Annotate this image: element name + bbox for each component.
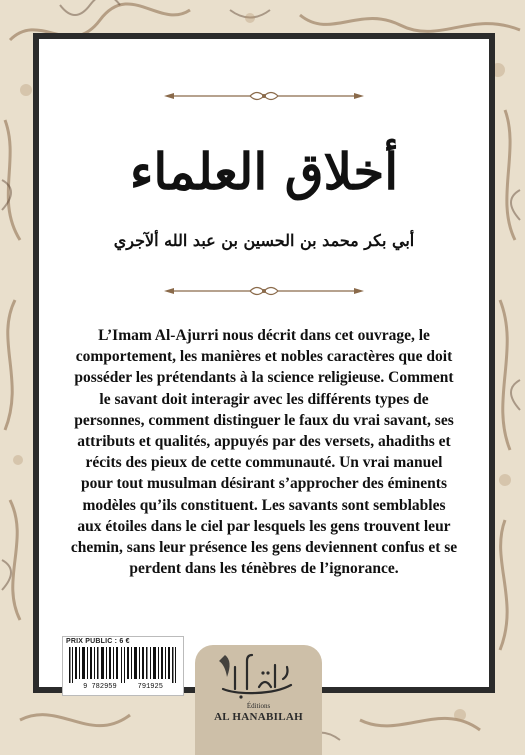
arabic-title: أخلاق العلماء: [129, 142, 399, 201]
price-label: PRIX PUBLIC : 6 €: [66, 638, 130, 645]
barcode-label: [62, 636, 184, 696]
back-cover-description: L’Imam Al-Ajurri nous décrit dans cet ouvrage, le comportement, les manières et nobles caractères que doit posséder les prétendants à la science religieuse. Comment le savant doit interagir avec les différents types de personnes, comment distinguer le faux du vrai savant, ses attributs et qualités, appuyés par des versets, ahadiths et récits des pieux de cette communauté. Un vrai manuel pour tout musulman désirant s’approcher des éminents modèles qu’ils constituent. Les savants sont semblables aux étoiles dans le ciel par lesquels les gens trouvent leur chemin, sans leur présence les gens deviennent confus et se perdent dans les ténèbres de l’ignorance.: [70, 327, 458, 578]
arabic-author: أبي بكر محمد بن الحسين بن عبد الله ألآجري: [113, 231, 415, 250]
bottom-ornament: [164, 284, 364, 298]
publisher-name: AL HANABILAH: [214, 711, 303, 723]
cover-panel: [37, 37, 491, 689]
top-ornament: [164, 89, 364, 103]
isbn-number: 9 782959 791925: [83, 683, 163, 691]
book-cover-frame: [33, 33, 495, 693]
publisher-badge: [195, 645, 322, 755]
barcode-icon: [69, 647, 177, 683]
publisher-logo: [213, 649, 303, 703]
publisher-subtitle: Éditions: [246, 702, 271, 710]
